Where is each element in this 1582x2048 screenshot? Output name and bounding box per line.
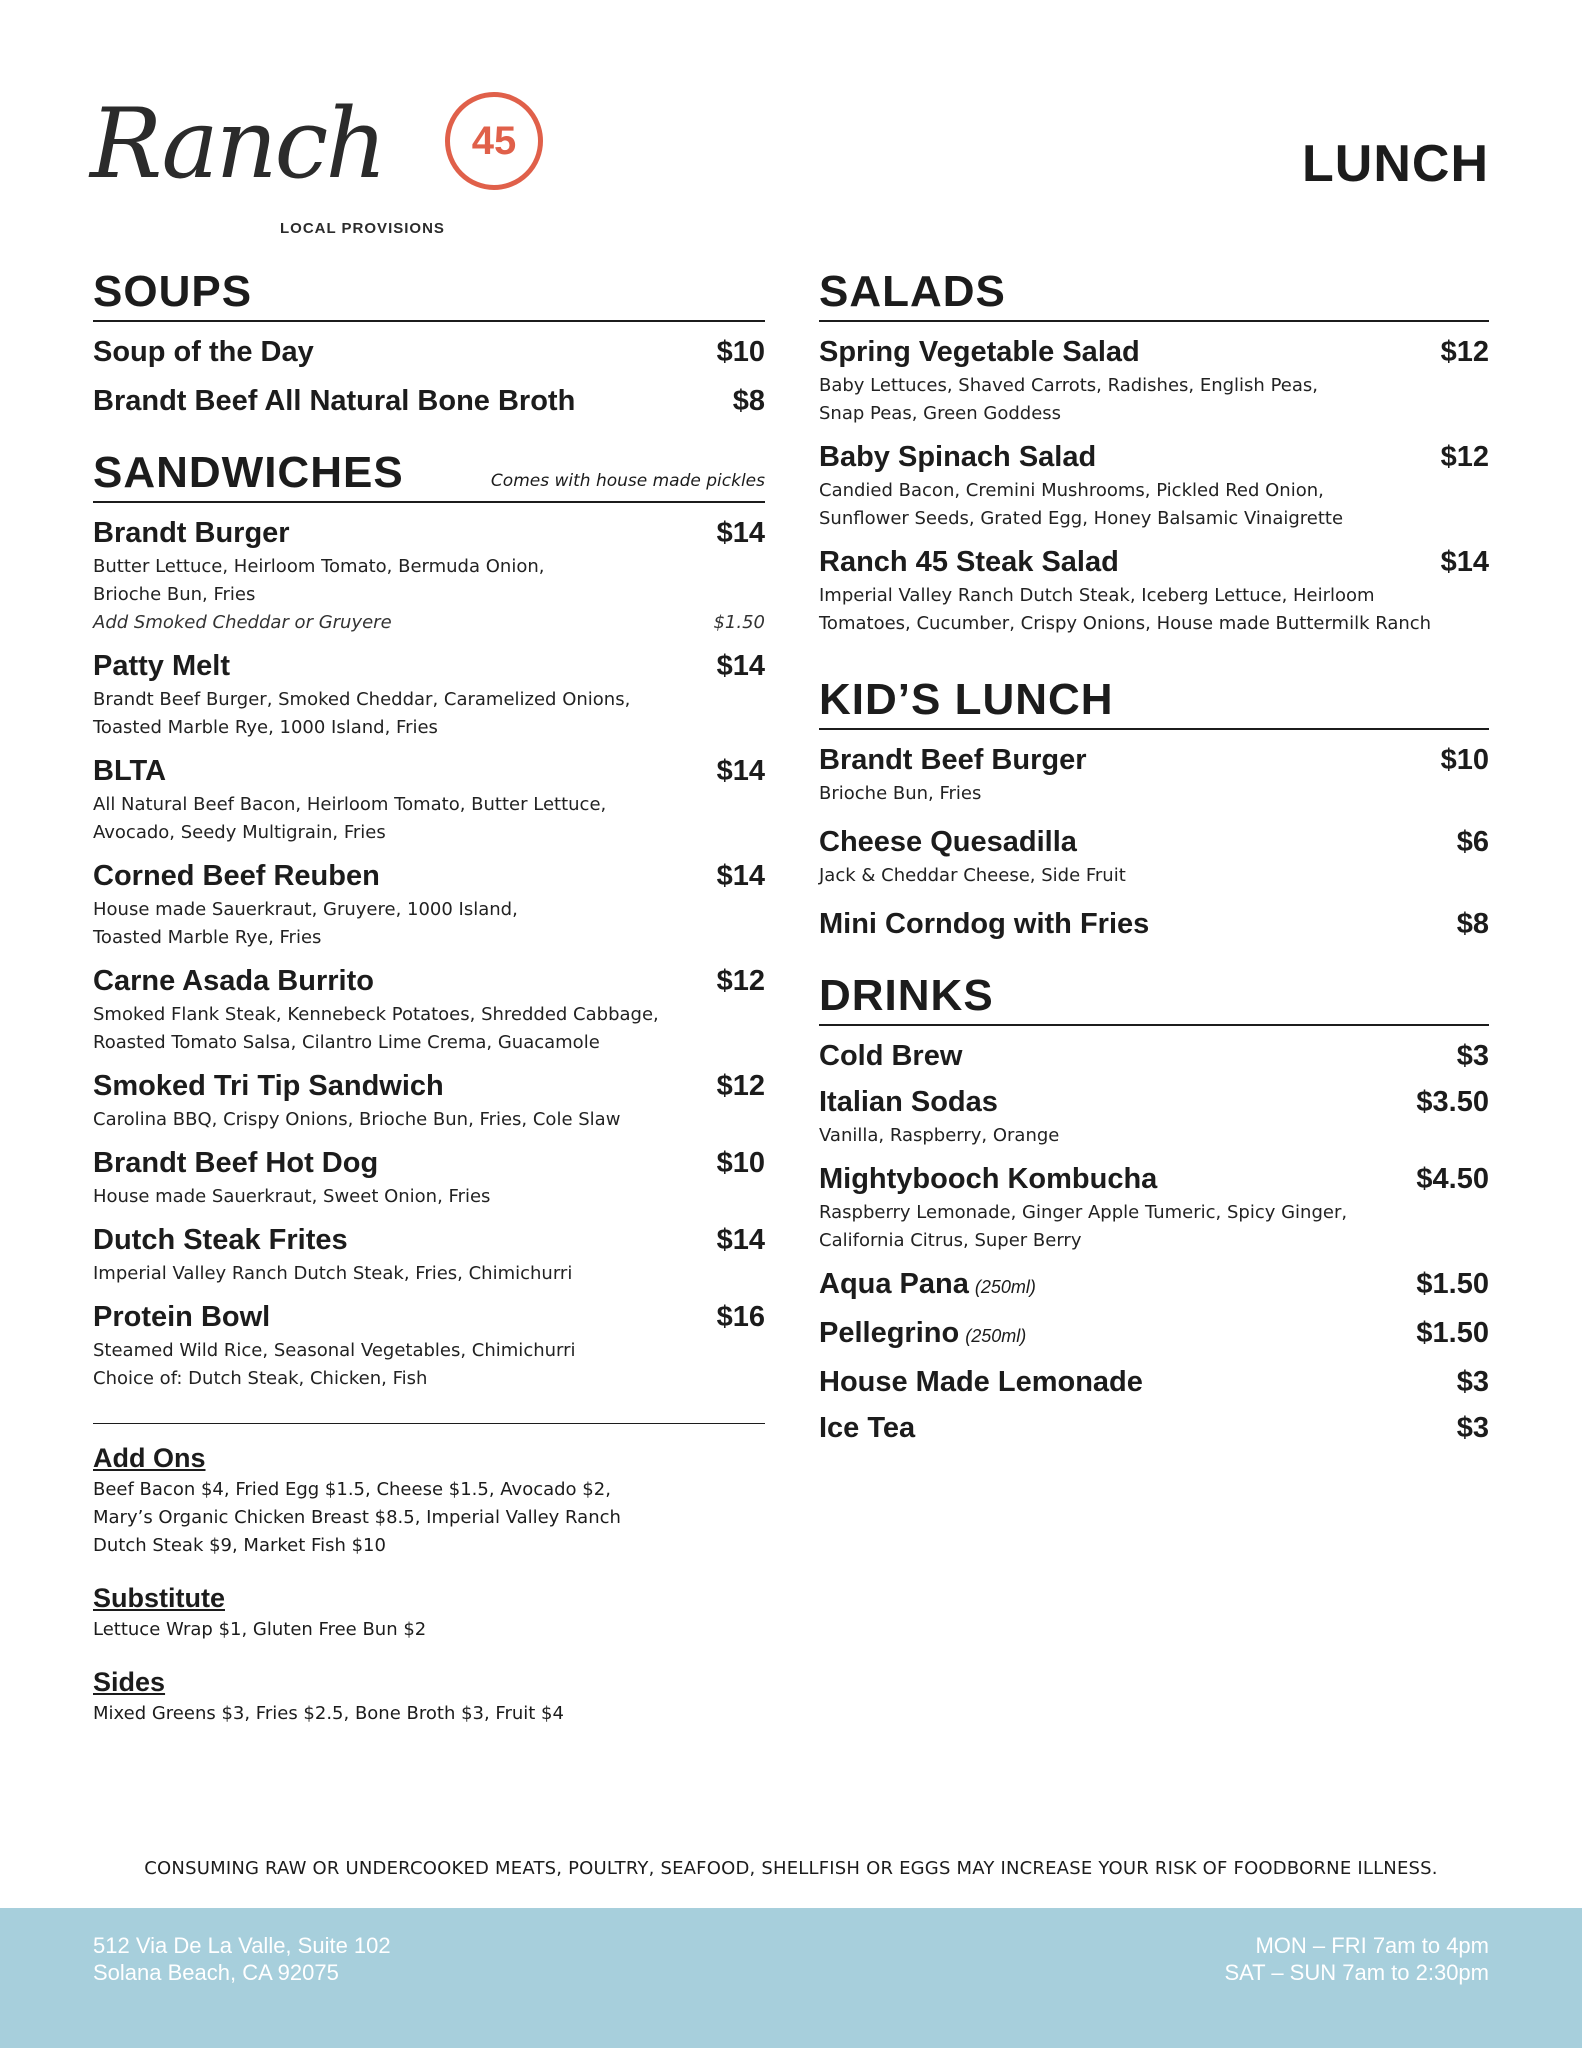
drinks-section xyxy=(819,971,1489,1448)
item-price: $14 xyxy=(716,517,765,549)
extra-title: Sides xyxy=(93,1667,166,1697)
menu-item xyxy=(93,961,765,1057)
sandwiches-section xyxy=(93,448,765,1393)
section-title: SOUPS xyxy=(93,267,253,316)
soups-section xyxy=(93,267,765,421)
logo-number-badge: 45 xyxy=(445,92,543,190)
logo-script: Ranch xyxy=(90,88,385,200)
item-size: (250ml) xyxy=(965,1326,1027,1346)
section-title: SANDWICHES xyxy=(93,448,404,497)
item-price: $14 xyxy=(716,755,765,787)
item-description: Baby Lettuces, Shaved Carrots, Radishes, English Peas, xyxy=(819,375,1318,396)
extra-title: Add Ons xyxy=(93,1443,206,1473)
item-description: Imperial Valley Ranch Dutch Steak, Iceberg Lettuce, Heirloom xyxy=(819,585,1375,606)
item-price: $14 xyxy=(716,650,765,682)
item-description: Toasted Marble Rye, Fries xyxy=(93,927,322,948)
item-description: Sunflower Seeds, Grated Egg, Honey Balsamic Vinaigrette xyxy=(819,508,1344,529)
section-title: SALADS xyxy=(819,267,1006,316)
item-price: $10 xyxy=(716,1147,765,1179)
left-column xyxy=(93,267,765,1748)
item-name: Brandt Burger xyxy=(93,517,290,549)
addon-label: Add Smoked Cheddar or Gruyere xyxy=(93,612,392,633)
item-description: Brioche Bun, Fries xyxy=(819,783,982,804)
hours-line-2: SAT – SUN 7am to 2:30pm xyxy=(1224,1960,1489,1985)
item-name: Spring Vegetable Salad xyxy=(819,336,1140,368)
health-disclaimer: CONSUMING RAW OR UNDERCOOKED MEATS, POULTRY, SEAFOOD, SHELLFISH OR EGGS MAY INCREASE YOUR RISK OF FOODBORNE ILLNESS. xyxy=(144,1858,1438,1879)
section-header xyxy=(819,971,1489,1026)
item-description: Butter Lettuce, Heirloom Tomato, Bermuda Onion, xyxy=(93,556,545,577)
menu-item xyxy=(93,646,765,742)
footer xyxy=(0,1908,1582,2048)
item-description: Carolina BBQ, Crispy Onions, Brioche Bun, Fries, Cole Slaw xyxy=(93,1109,621,1130)
item-price: $16 xyxy=(716,1301,765,1333)
item-name: Ice Tea xyxy=(819,1412,916,1444)
right-column xyxy=(819,267,1489,1478)
item-name: Italian Sodas xyxy=(819,1086,998,1118)
menu-item xyxy=(819,332,1489,428)
item-name: Brandt Beef Burger xyxy=(819,744,1087,776)
logo-subtitle: LOCAL PROVISIONS xyxy=(280,220,445,237)
item-name: Ranch 45 Steak Salad xyxy=(819,546,1119,578)
hours-line-1: MON – FRI 7am to 4pm xyxy=(1255,1933,1489,1958)
item-name: Brandt Beef All Natural Bone Broth xyxy=(93,385,576,417)
address-line-1: 512 Via De La Valle, Suite 102 xyxy=(93,1933,391,1958)
item-name: Protein Bowl xyxy=(93,1301,271,1333)
divider xyxy=(93,1423,765,1424)
item-name: Cold Brew xyxy=(819,1040,963,1072)
item-price: $14 xyxy=(716,1224,765,1256)
section-note: Comes with house made pickles xyxy=(490,471,765,491)
item-description: House made Sauerkraut, Gruyere, 1000 Island, xyxy=(93,899,518,920)
logo xyxy=(90,88,590,242)
item-price: $14 xyxy=(1440,546,1489,578)
menu-item xyxy=(93,1066,765,1134)
item-name xyxy=(819,1313,1026,1356)
item-name: Baby Spinach Salad xyxy=(819,441,1097,473)
item-price: $10 xyxy=(1440,744,1489,776)
item-description: Vanilla, Raspberry, Orange xyxy=(819,1125,1060,1146)
item-price: $12 xyxy=(1440,336,1489,368)
item-description: Toasted Marble Rye, 1000 Island, Fries xyxy=(93,717,438,738)
menu-item xyxy=(819,542,1489,638)
item-name: Carne Asada Burrito xyxy=(93,965,374,997)
section-title: DRINKS xyxy=(819,971,994,1020)
menu-item xyxy=(93,1143,765,1211)
item-name: Mightybooch Kombucha xyxy=(819,1163,1158,1195)
item-name: Brandt Beef Hot Dog xyxy=(93,1147,379,1179)
kids-lunch-section xyxy=(819,675,1489,944)
menu-item xyxy=(819,437,1489,533)
menu-item xyxy=(819,1313,1489,1356)
menu-item xyxy=(819,822,1489,890)
section-header xyxy=(819,267,1489,322)
sides-block xyxy=(93,1664,765,1728)
menu-item xyxy=(93,1220,765,1288)
menu-item xyxy=(93,332,765,372)
page-title: LUNCH xyxy=(1302,135,1489,193)
addon-price: $1.50 xyxy=(713,612,765,633)
item-description: Jack & Cheddar Cheese, Side Fruit xyxy=(819,865,1126,886)
item-description: House made Sauerkraut, Sweet Onion, Fries xyxy=(93,1186,491,1207)
item-name-text: Pellegrino xyxy=(819,1317,960,1349)
section-title: KID’S LUNCH xyxy=(819,675,1114,724)
item-description: Avocado, Seedy Multigrain, Fries xyxy=(93,822,386,843)
item-description: Choice of: Dutch Steak, Chicken, Fish xyxy=(93,1368,428,1389)
item-description: Steamed Wild Rice, Seasonal Vegetables, Chimichurri xyxy=(93,1340,576,1361)
section-header xyxy=(93,448,765,503)
item-price: $3 xyxy=(1456,1040,1489,1072)
item-description: Imperial Valley Ranch Dutch Steak, Fries, Chimichurri xyxy=(93,1263,573,1284)
item-description: California Citrus, Super Berry xyxy=(819,1230,1082,1251)
item-description: Snap Peas, Green Goddess xyxy=(819,403,1062,424)
item-price: $12 xyxy=(1440,441,1489,473)
item-price: $14 xyxy=(716,860,765,892)
item-description: Brandt Beef Burger, Smoked Cheddar, Caramelized Onions, xyxy=(93,689,631,710)
add-ons-block xyxy=(93,1440,765,1560)
item-description: Raspberry Lemonade, Ginger Apple Tumeric, Spicy Ginger, xyxy=(819,1202,1348,1223)
item-name: Corned Beef Reuben xyxy=(93,860,380,892)
menu-item xyxy=(819,1264,1489,1307)
footer-hours xyxy=(1224,1932,1489,1986)
menu-item xyxy=(819,1036,1489,1076)
menu-item xyxy=(93,856,765,952)
item-price: $1.50 xyxy=(1416,1317,1489,1349)
item-price: $4.50 xyxy=(1416,1163,1489,1195)
item-name: Cheese Quesadilla xyxy=(819,826,1077,858)
extra-title: Substitute xyxy=(93,1583,225,1613)
extra-text: Mixed Greens $3, Fries $2.5, Bone Broth $3, Fruit $4 xyxy=(93,1703,564,1724)
extra-text: Beef Bacon $4, Fried Egg $1.5, Cheese $1.5, Avocado $2, Mary’s Organic Chicken Breast $8.5, Imperial Valley Ranch Dutch Steak $9, Market Fish $10 xyxy=(93,1479,621,1556)
item-price: $10 xyxy=(716,336,765,368)
menu-item xyxy=(819,1362,1489,1402)
item-description: All Natural Beef Bacon, Heirloom Tomato, Butter Lettuce, xyxy=(93,794,607,815)
item-name: Smoked Tri Tip Sandwich xyxy=(93,1070,444,1102)
menu-item xyxy=(819,1082,1489,1150)
footer-address xyxy=(93,1932,391,1986)
item-price: $3.50 xyxy=(1416,1086,1489,1118)
item-description: Brioche Bun, Fries xyxy=(93,584,256,605)
addon-row xyxy=(93,609,765,637)
item-price: $12 xyxy=(716,965,765,997)
item-name: Soup of the Day xyxy=(93,336,314,368)
item-price: $8 xyxy=(732,385,765,417)
item-price: $3 xyxy=(1456,1366,1489,1398)
item-price: $3 xyxy=(1456,1412,1489,1444)
item-name: Mini Corndog with Fries xyxy=(819,908,1150,940)
menu-item xyxy=(93,513,765,637)
menu-item xyxy=(819,904,1489,944)
item-description: Candied Bacon, Cremini Mushrooms, Pickled Red Onion, xyxy=(819,480,1324,501)
item-name: Dutch Steak Frites xyxy=(93,1224,348,1256)
item-price: $8 xyxy=(1456,908,1489,940)
menu-item xyxy=(93,1297,765,1393)
address-line-2: Solana Beach, CA 92075 xyxy=(93,1960,339,1985)
menu-item xyxy=(93,751,765,847)
salads-section xyxy=(819,267,1489,638)
item-description: Tomatoes, Cucumber, Crispy Onions, House made Buttermilk Ranch xyxy=(819,613,1432,634)
extra-text: Lettuce Wrap $1, Gluten Free Bun $2 xyxy=(93,1619,427,1640)
item-price: $12 xyxy=(716,1070,765,1102)
section-header xyxy=(819,675,1489,730)
item-name-text: Aqua Pana xyxy=(819,1268,969,1300)
menu-item xyxy=(819,740,1489,808)
item-name: House Made Lemonade xyxy=(819,1366,1143,1398)
item-name: Patty Melt xyxy=(93,650,230,682)
menu-item xyxy=(819,1408,1489,1448)
item-price: $1.50 xyxy=(1416,1268,1489,1300)
menu-item xyxy=(93,381,765,421)
substitute-block xyxy=(93,1580,765,1644)
item-name xyxy=(819,1264,1036,1307)
section-header xyxy=(93,267,765,322)
item-description: Roasted Tomato Salsa, Cilantro Lime Crema, Guacamole xyxy=(93,1032,600,1053)
item-price: $6 xyxy=(1456,826,1489,858)
item-name: BLTA xyxy=(93,755,167,787)
menu-item xyxy=(819,1159,1489,1255)
item-description: Smoked Flank Steak, Kennebeck Potatoes, Shredded Cabbage, xyxy=(93,1004,659,1025)
item-size: (250ml) xyxy=(974,1277,1036,1297)
